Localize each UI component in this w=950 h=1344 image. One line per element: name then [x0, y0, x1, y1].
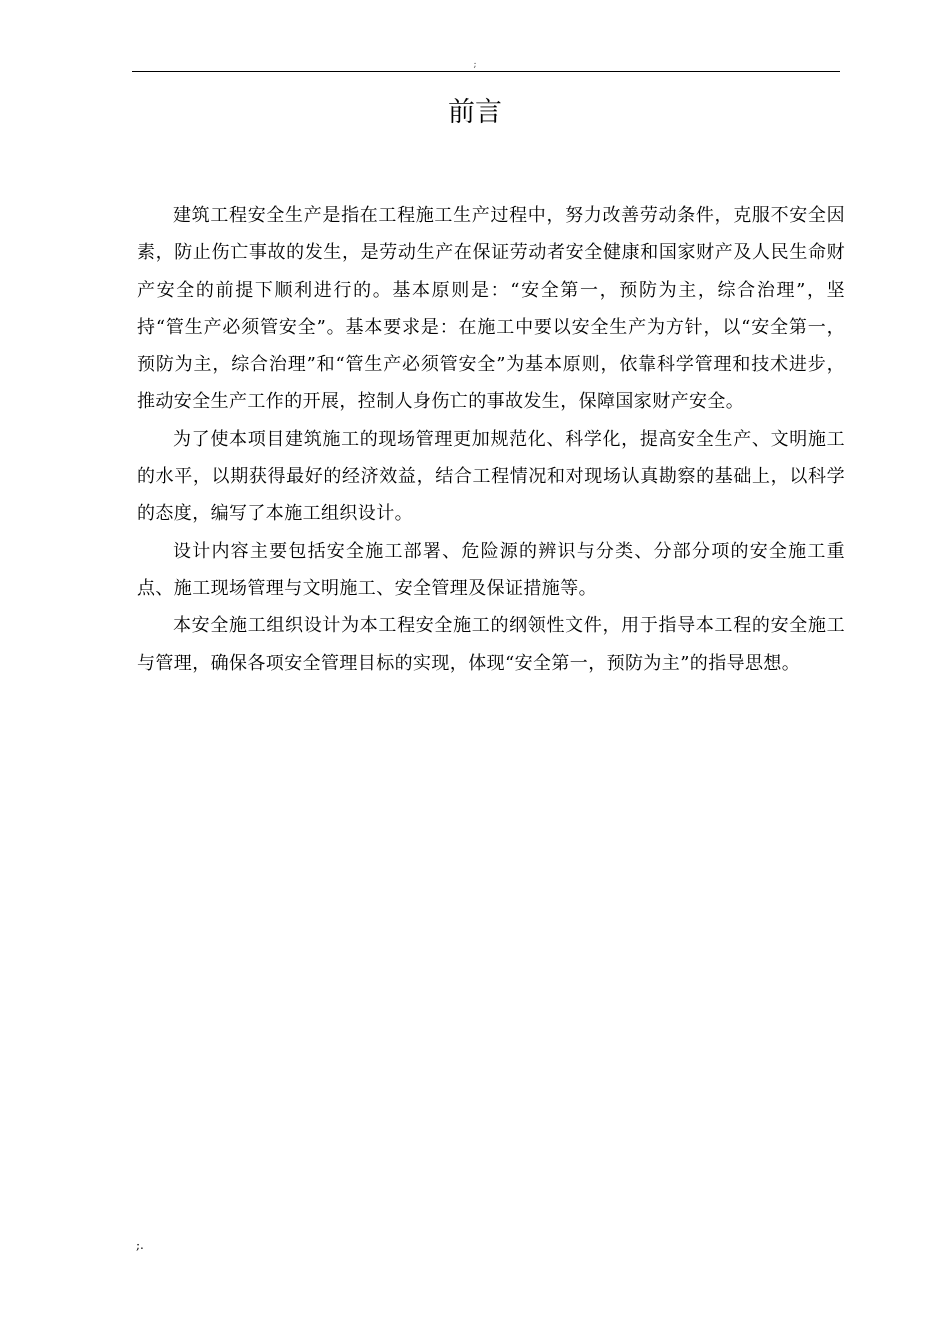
header-rule [132, 71, 840, 72]
header-mark: ; [473, 60, 477, 70]
paragraph: 建筑工程安全生产是指在工程施工生产过程中，努力改善劳动条件，克服不安全因素，防止伤亡事故的发生，是劳动生产在保证劳动者安全健康和国家财产及人民生命财产安全的前提下顺利进行的。基本原则是：“安全第一，预防为主，综合治理”，坚持“管生产必须管安全”。基本要求是：在施工中要以安全生产为方针，以“安全第一，预防为主，综合治理”和“管生产必须管安全”为基本原则，依靠科学管理和技术进步，推动安全生产工作的开展，控制人身伤亡的事故发生，保障国家财产安全。 [137, 205, 845, 413]
paragraph: 设计内容主要包括安全施工部署、危险源的辨识与分类、分部分项的安全施工重点、施工现场管理与文明施工、安全管理及保证措施等。 [137, 540, 845, 599]
paragraph: 本安全施工组织设计为本工程安全施工的纲领性文件，用于指导本工程的安全施工与管理，确保各项安全管理目标的实现，体现“安全第一，预防为主”的指导思想。 [137, 615, 845, 674]
page-title: 前言 [448, 97, 502, 128]
body-text [137, 197, 845, 682]
footer-mark: ;. [136, 1238, 144, 1252]
paragraph: 为了使本项目建筑施工的现场管理更加规范化、科学化，提高安全生产、文明施工的水平，以期获得最好的经济效益，结合工程情况和对现场认真勘察的基础上，以科学的态度，编写了本施工组织设计。 [137, 428, 845, 525]
